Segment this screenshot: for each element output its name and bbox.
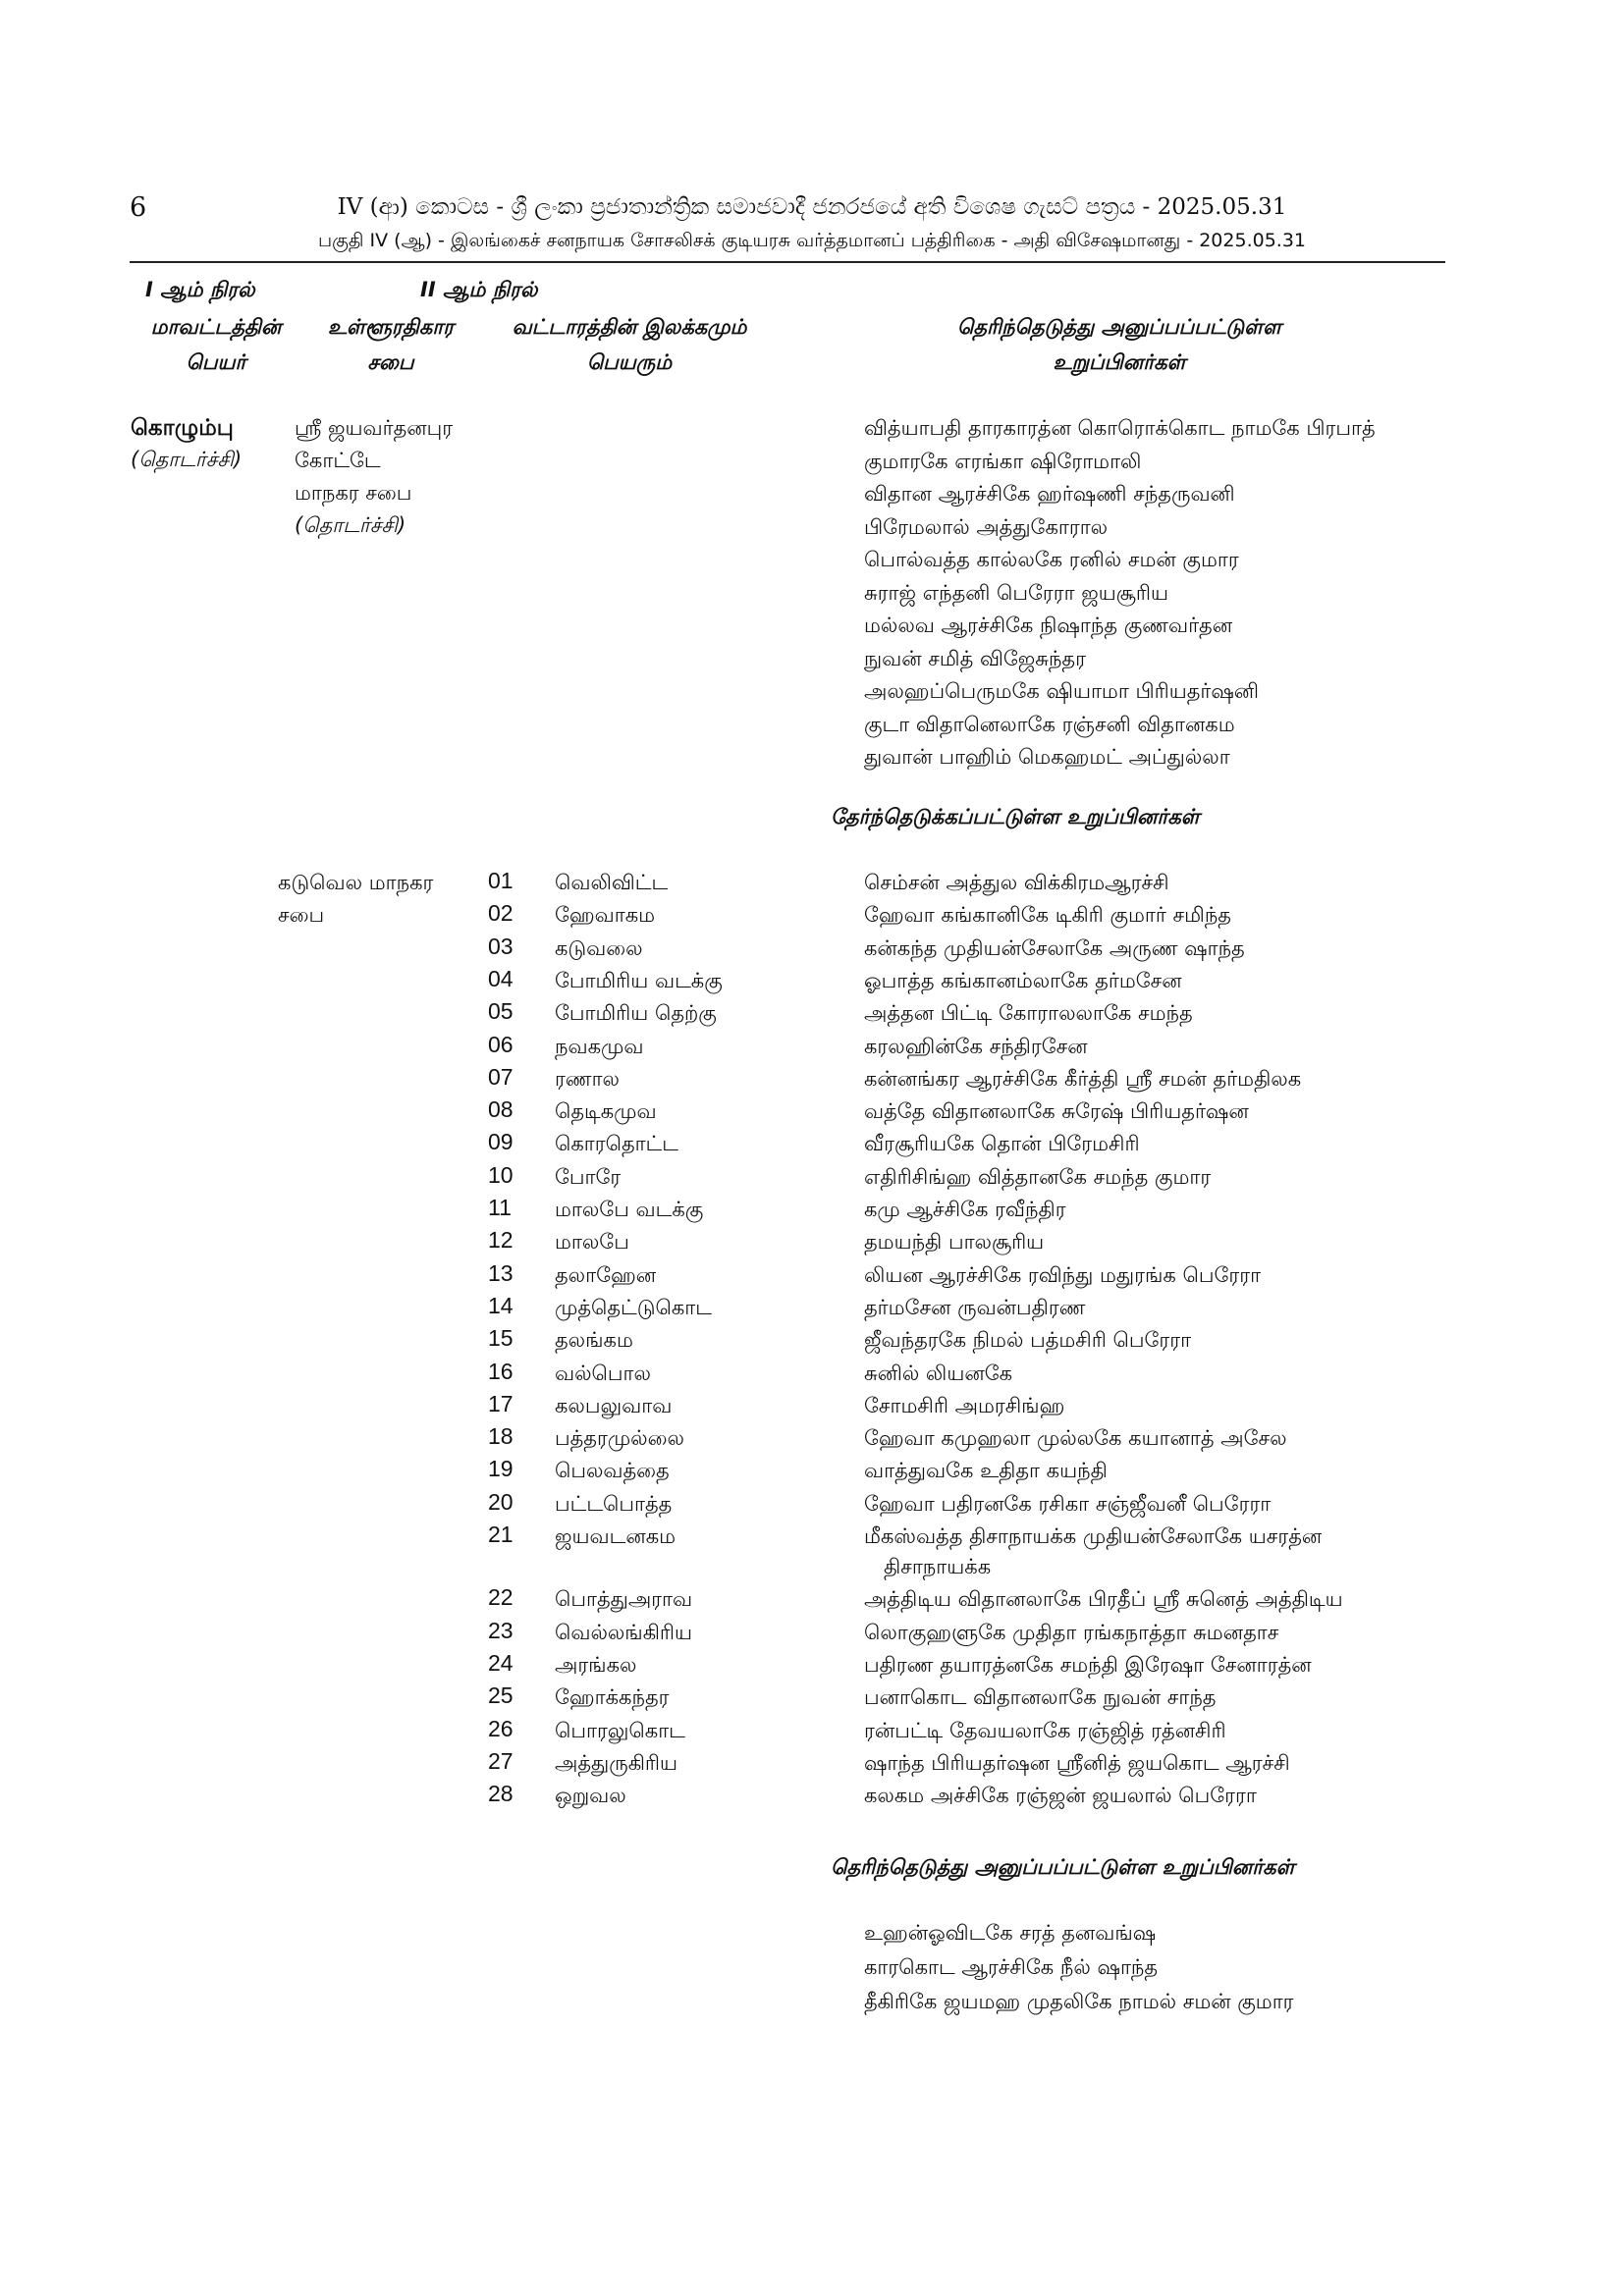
member-name: செம்சன் அத்துல விக்கிரமஆரச்சி <box>864 871 1169 894</box>
ward-number: 17 <box>488 1390 514 1416</box>
ward-name: தலாஹேன <box>555 1262 657 1287</box>
ward-name: கலபலுவாவ <box>555 1393 673 1417</box>
authority-line: கடுவெல மாநகர <box>278 871 434 894</box>
ward-name: போமிரிய தெற்கு <box>555 1001 717 1026</box>
member-name: பதிரண தயாரத்னகே சமந்தி இரேஷா சேனாரத்ன <box>864 1652 1312 1677</box>
member-name: குடா விதானெலாகே ரஞ்சனி விதானகம <box>864 712 1235 736</box>
ward-name: நவகமுவ <box>555 1034 644 1058</box>
ward-number: 05 <box>488 998 514 1025</box>
ward-name: மாலபே <box>555 1230 629 1255</box>
ward-number: 26 <box>488 1715 514 1741</box>
member-name: திசாநாயக்க <box>884 1555 992 1578</box>
ward-number: 25 <box>488 1682 514 1709</box>
ward-number: 22 <box>488 1584 514 1611</box>
member-name: தர்மசேன ருவன்பதிரண <box>864 1295 1086 1319</box>
ward-number: 27 <box>488 1747 514 1774</box>
member-name: பனாகொட விதானலாகே நுவன் சாந்த <box>864 1685 1217 1710</box>
member-name: ஹேவா பதிரனகே ரசிகா சஞ்ஜீவனீ பெரேரா <box>864 1491 1272 1516</box>
member-name: தீகிரிகே ஜயமஹ முதலிகே நாமல் சமன் குமார <box>864 1990 1294 2013</box>
member-name: கன்கந்த முதியன்சேலாகே அருண ஷாந்த <box>864 935 1245 960</box>
member-name: அலஹப்பெருமகே ஷியாமா பிரியதர்ஷனி <box>864 679 1260 703</box>
ward-number: 10 <box>488 1161 514 1188</box>
member-name: குமாரகே எரங்கா ஷிரோமாலி <box>864 449 1142 473</box>
member-name: கன்னங்கர ஆரச்சிகே கீர்த்தி ஸ்ரீ சமன் தர்மதிலக <box>864 1066 1302 1091</box>
ward-number: 28 <box>488 1781 514 1807</box>
member-name: ஓபாத்த கங்கானம்லாகே தர்மசேன <box>864 968 1182 992</box>
ward-name: ஜயவடனகம <box>555 1524 677 1548</box>
ward-number: 08 <box>488 1096 514 1123</box>
column-note-2: II ஆம் நிரல் <box>420 278 538 301</box>
ward-number: 09 <box>488 1129 514 1155</box>
ward-name: பொத்துஅராவ <box>555 1587 693 1612</box>
member-name: லொகுஹளுகே முதிதா ரங்கநாத்தா சுமனதாச <box>864 1620 1279 1644</box>
ward-name: மாலபே வடக்கு <box>555 1198 704 1221</box>
member-name: வித்யாபதி தாரகாரத்ன கொரொக்கொட நாமகே பிரபாத் <box>864 416 1376 440</box>
ward-number: 06 <box>488 1031 514 1057</box>
ward-number: 15 <box>488 1325 514 1352</box>
ward-number: 04 <box>488 965 514 991</box>
ward-name: வெல்லங்கிரிய <box>555 1620 693 1644</box>
authority-line: சபை <box>278 903 325 927</box>
ward-number: 13 <box>488 1259 514 1286</box>
authority-line: ஸ்ரீ ஜயவர்தனபுர <box>295 416 454 440</box>
member-name: ஷாந்த பிரியதர்ஷன ஸ்ரீனித் ஜயகொட ஆரச்சி <box>864 1750 1290 1775</box>
column-header-district: மாவட்டத்தின் <box>150 315 282 339</box>
member-name: ஹேவா கங்கானிகே டிகிரி குமார் சமிந்த <box>864 903 1231 928</box>
ward-name: பட்டபொத்த <box>555 1491 673 1516</box>
district-continued: (தொடர்ச்சி) <box>131 448 243 471</box>
ward-number: 01 <box>488 868 514 893</box>
member-name: ரன்பட்டி தேவயலாகே ரஞ்ஜித் ரத்னசிரி <box>864 1718 1226 1742</box>
header-divider <box>130 261 1445 263</box>
ward-number: 07 <box>488 1063 514 1090</box>
ward-number: 02 <box>488 900 514 927</box>
member-name: ஹேவா கமுஹலா முல்லகே கயானாத் அசேல <box>864 1426 1287 1451</box>
column-header-ward: வட்டாரத்தின் இலக்கமும் <box>512 315 747 339</box>
member-name: எதிரிசிங்ஹ வித்தானகே சமந்த குமார <box>864 1164 1212 1189</box>
member-name: காரகொட ஆரச்சிகே நீல் ஷாந்த <box>864 1955 1159 1979</box>
district-name: கொழும்பு <box>131 415 234 441</box>
member-name: கலகம அச்சிகே ரஞ்ஜன் ஜயலால் பெரேரா <box>864 1784 1257 1808</box>
column-header-authority-2: சபை <box>367 350 414 374</box>
member-name: சோமசிரி அமரசிங்ஹ <box>864 1393 1065 1417</box>
section3-heading: தெரிந்தெடுத்து அனுப்பப்பட்டுள்ள உறுப்பினர்கள் <box>831 1855 1295 1879</box>
member-name: லியன ஆரச்சிகே ரவிந்து மதுரங்க பெரேரா <box>864 1262 1262 1287</box>
header-title-sinhala: IV (ආ) කොටස - ශ්‍රී ලංකා ප්‍රජාතාන්ත්‍රික සමාජවාදී ජනරජයේ අති විශෙෂ ගැසට් පත්‍රය - 2025.05.31 <box>337 194 1287 220</box>
ward-name: பொரலுகொட <box>555 1718 685 1742</box>
member-name: அத்திடிய விதானலாகே பிரதீப் ஸ்ரீ சுனெத் அத்திடிய <box>864 1587 1343 1612</box>
ward-number: 21 <box>488 1522 514 1547</box>
ward-name: போமிரிய வடக்கு <box>555 968 723 992</box>
authority-line: மாநகர சபை <box>295 481 412 505</box>
ward-number: 03 <box>488 933 514 959</box>
member-name: நுவன் சமித் விஜேசுந்தர <box>864 646 1086 670</box>
member-name: கரலஹின்கே சந்திரசேன <box>864 1034 1088 1058</box>
member-name: வாத்துவகே உதிதா கயந்தி <box>864 1459 1108 1483</box>
member-name: மல்லவ ஆரச்சிகே நிஷாந்த குணவர்தன <box>864 614 1233 637</box>
ward-name: வெலிவிட்ட <box>555 871 669 894</box>
ward-name: ஹேவாகம <box>555 903 656 928</box>
ward-name: தெடிகமுவ <box>555 1099 657 1124</box>
member-name: ஜீவந்தரகே நிமல் பத்மசிரி பெரேரா <box>864 1328 1192 1353</box>
ward-number: 18 <box>488 1423 514 1450</box>
ward-name: பெலவத்தை <box>555 1459 670 1483</box>
ward-number: 20 <box>488 1488 514 1515</box>
member-name: வீரசூரியகே தொன் பிரேமசிரி <box>864 1132 1140 1156</box>
ward-name: கொரதொட்ட <box>555 1132 679 1156</box>
column-note-1: I ஆம் நிரல் <box>145 278 255 301</box>
authority-continued: (தொடர்ச்சி) <box>295 513 406 537</box>
member-name: தமயந்தி பாலசூரிய <box>864 1230 1045 1255</box>
member-name: மீகஸ்வத்த திசாநாயக்க முதியன்சேலாகே யசரத்ன <box>864 1524 1323 1548</box>
ward-name: முத்தெட்டுகொட <box>555 1295 712 1319</box>
ward-number: 14 <box>488 1292 514 1318</box>
ward-name: ஒறுவல <box>555 1784 626 1808</box>
member-name: அத்தன பிட்டி கோராலலாகே சமந்த <box>864 1001 1193 1026</box>
ward-name: அத்துருகிரிய <box>555 1750 678 1775</box>
column-header-members-2: உறுப்பினர்கள் <box>1053 350 1186 374</box>
section2-heading: தேர்ந்தெடுக்கப்பட்டுள்ள உறுப்பினர்கள் <box>831 805 1200 828</box>
ward-number: 16 <box>488 1358 514 1384</box>
ward-name: ஹோக்கந்தர <box>555 1685 670 1710</box>
ward-name: தலங்கம <box>555 1328 633 1353</box>
member-name: சுனில் லியனகே <box>864 1361 1013 1385</box>
ward-name: கடுவலை <box>555 935 643 960</box>
ward-number: 12 <box>488 1227 514 1254</box>
ward-name: வல்பொல <box>555 1361 651 1385</box>
ward-name: போரே <box>555 1164 622 1189</box>
ward-number: 23 <box>488 1617 514 1643</box>
member-name: துவான் பாஹிம் மெகஹமட் அப்துல்லா <box>864 745 1230 769</box>
member-name: வத்தே விதானலாகே சுரேஷ் பிரியதர்ஷன <box>864 1099 1249 1124</box>
member-name: பிரேமலால் அத்துகோரால <box>864 514 1109 539</box>
ward-name: ரணால <box>555 1066 620 1091</box>
member-name: கமு ஆச்சிகே ரவீந்திர <box>864 1198 1066 1221</box>
ward-name: அரங்கல <box>555 1652 637 1677</box>
column-header-members: தெரிந்தெடுத்து அனுப்பப்பட்டுள்ள <box>956 315 1282 339</box>
column-header-ward-2: பெயரும் <box>586 350 673 374</box>
ward-name: பத்தரமுல்லை <box>555 1426 684 1451</box>
ward-number: 24 <box>488 1649 514 1676</box>
ward-number: 11 <box>488 1195 512 1220</box>
member-name: விதான ஆரச்சிகே ஹர்ஷணி சந்தருவனி <box>864 482 1235 506</box>
page-number: 6 <box>130 192 147 223</box>
column-header-authority: உள்ளூரதிகார <box>327 315 455 339</box>
member-name: பொல்வத்த கால்லகே ரனில் சமன் குமார <box>864 548 1239 571</box>
ward-number: 19 <box>488 1456 514 1482</box>
header-title-tamil: பகுதி IV (ஆ) - இலங்கைச் சனநாயக சோசலிசக் குடியரசு வர்த்தமானப் பத்திரிகை - அதி விசேஷமானது - 2025.05.31 <box>318 230 1306 251</box>
column-header-district-2: பெயர் <box>186 350 246 374</box>
member-name: சுராஜ் எந்தனி பெரேரா ஜயசூரிய <box>864 580 1169 605</box>
authority-line: கோட்டே <box>295 449 381 472</box>
member-name: உஹன்ஓவிடகே சரத் தனவங்ஷ <box>864 1921 1157 1945</box>
